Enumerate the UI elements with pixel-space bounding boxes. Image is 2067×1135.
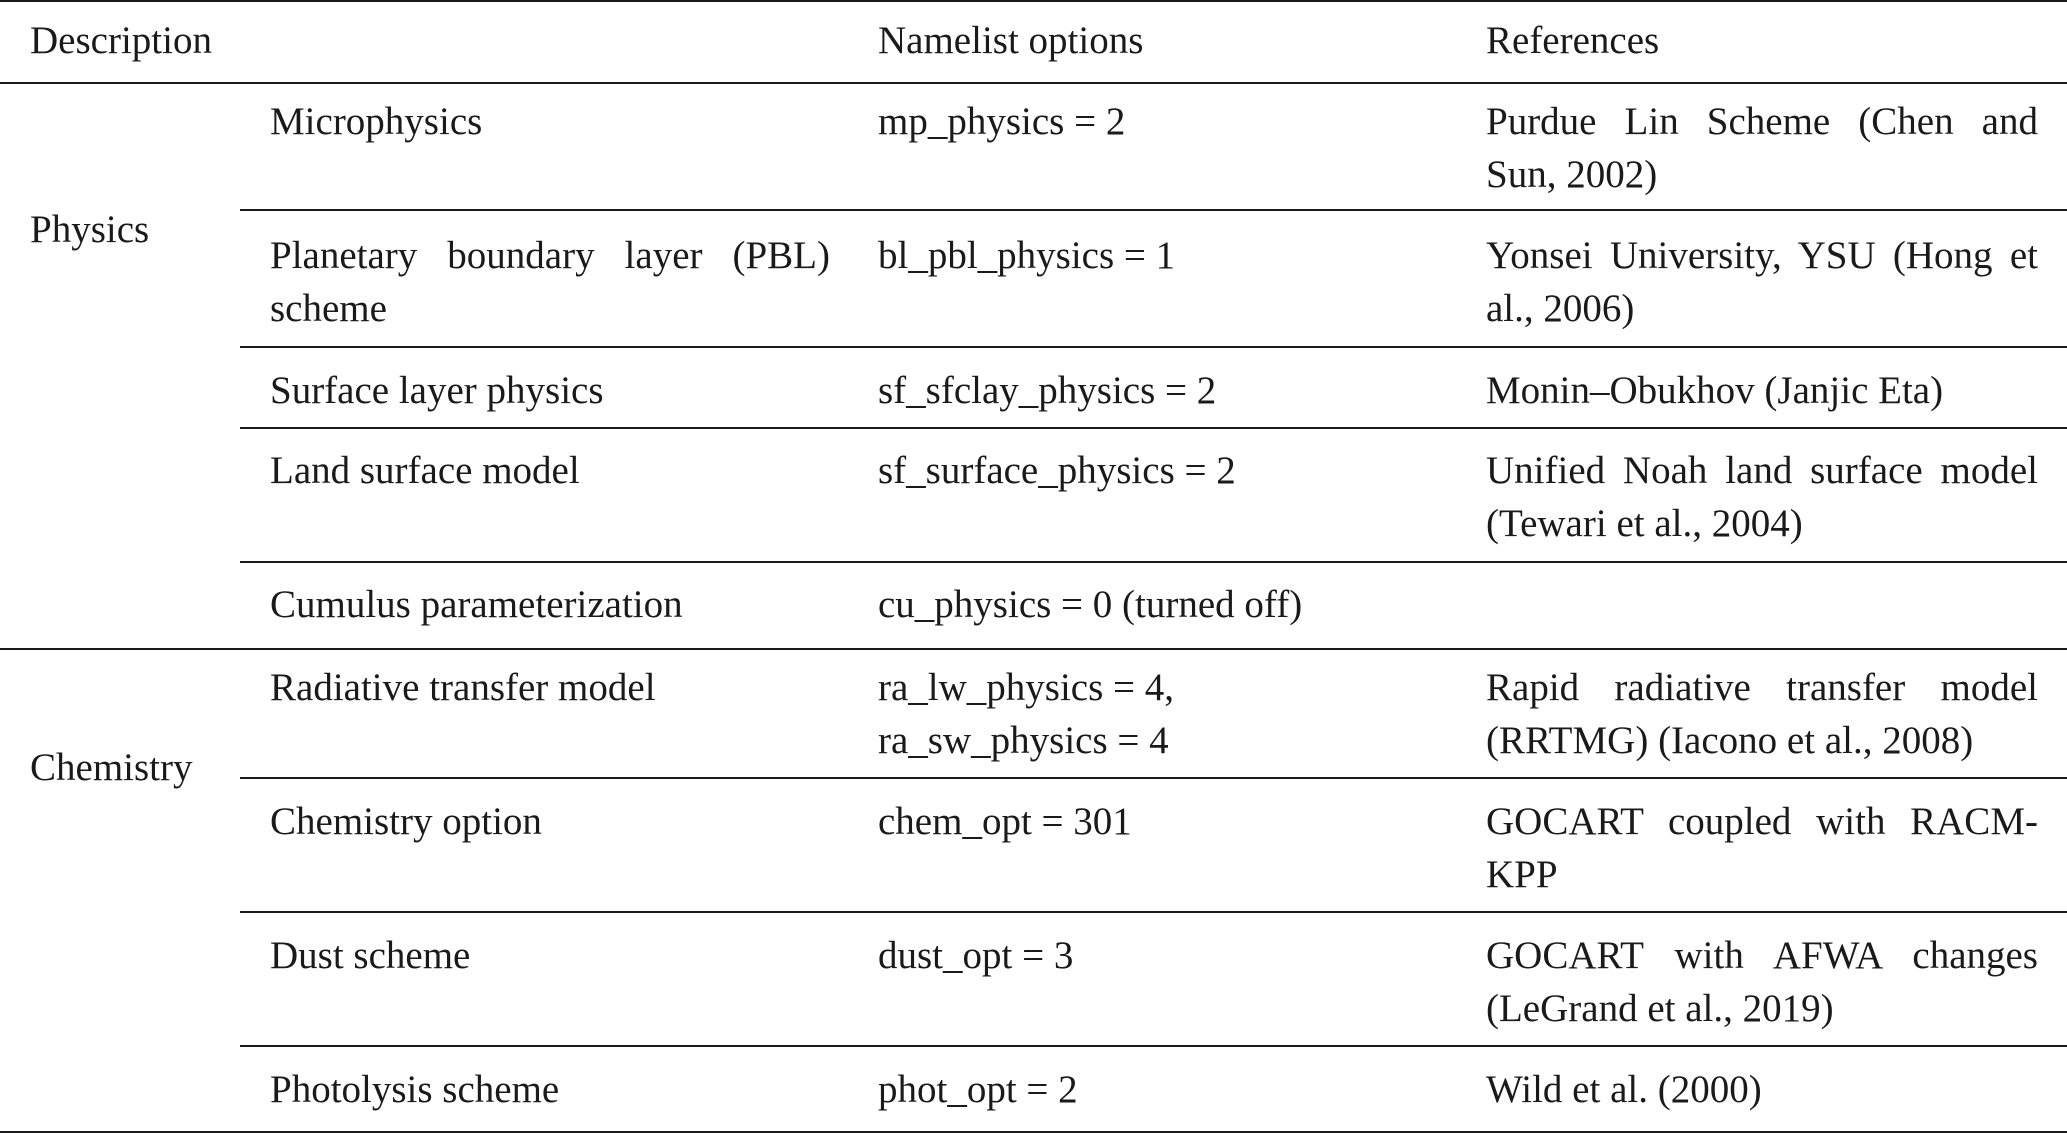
reference-cell: Rapid radiative transfer model (RRTMG) (Iacono et al., 2008) bbox=[1486, 666, 2038, 762]
component-cell: Surface layer physics bbox=[270, 369, 604, 412]
bottom-rule bbox=[0, 1131, 2067, 1133]
top-rule bbox=[0, 0, 2067, 2]
row-divider bbox=[240, 777, 2067, 779]
reference-cell: Yonsei University, YSU (Hong et al., 2006) bbox=[1486, 234, 2038, 330]
reference-cell: Wild et al. (2000) bbox=[1486, 1068, 1762, 1111]
namelist-option-cell: dust_opt = 3 bbox=[878, 934, 1074, 977]
row-divider bbox=[240, 911, 2067, 913]
reference-cell: Purdue Lin Scheme (Chen and Sun, 2002) bbox=[1486, 100, 2038, 196]
namelist-option-cell: phot_opt = 2 bbox=[878, 1068, 1078, 1111]
row-divider bbox=[240, 1045, 2067, 1047]
namelist-option-cell: sf_sfclay_physics = 2 bbox=[878, 369, 1217, 412]
component-cell: Land surface model bbox=[270, 449, 580, 492]
component-cell: Planetary boundary layer (PBL) scheme bbox=[270, 234, 830, 330]
component-cell: Dust scheme bbox=[270, 934, 471, 977]
header-namelist-options: Namelist options bbox=[878, 19, 1144, 62]
component-cell: Microphysics bbox=[270, 100, 483, 143]
group-label-chemistry: Chemistry bbox=[30, 746, 193, 789]
namelist-option-cell: cu_physics = 0 (turned off) bbox=[878, 583, 1303, 626]
reference-cell: Unified Noah land surface model (Tewari et al., 2004) bbox=[1486, 449, 2038, 545]
group-label-physics: Physics bbox=[30, 208, 150, 251]
reference-cell: GOCART with AFWA changes (LeGrand et al., 2019) bbox=[1486, 934, 2038, 1030]
namelist-option-cell: ra_lw_physics = 4, ra_sw_physics = 4 bbox=[878, 666, 1175, 762]
group-rule bbox=[0, 648, 2067, 650]
header-rule bbox=[0, 82, 2067, 84]
reference-cell: Monin–Obukhov (Janjic Eta) bbox=[1486, 369, 1944, 412]
component-cell: Photolysis scheme bbox=[270, 1068, 560, 1111]
namelist-option-cell: mp_physics = 2 bbox=[878, 100, 1126, 143]
header-description: Description bbox=[30, 19, 212, 62]
component-cell: Radiative transfer model bbox=[270, 666, 656, 709]
row-divider bbox=[240, 346, 2067, 348]
header-references: References bbox=[1486, 19, 1660, 62]
component-cell: Cumulus parameterization bbox=[270, 583, 683, 626]
row-divider bbox=[240, 561, 2067, 563]
row-divider bbox=[240, 427, 2067, 429]
namelist-option-cell: chem_opt = 301 bbox=[878, 800, 1132, 843]
namelist-option-cell: sf_surface_physics = 2 bbox=[878, 449, 1236, 492]
reference-cell: GOCART coupled with RACM-KPP bbox=[1486, 800, 2038, 896]
component-cell: Chemistry option bbox=[270, 800, 542, 843]
namelist-option-cell: bl_pbl_physics = 1 bbox=[878, 234, 1176, 277]
row-divider bbox=[240, 209, 2067, 211]
